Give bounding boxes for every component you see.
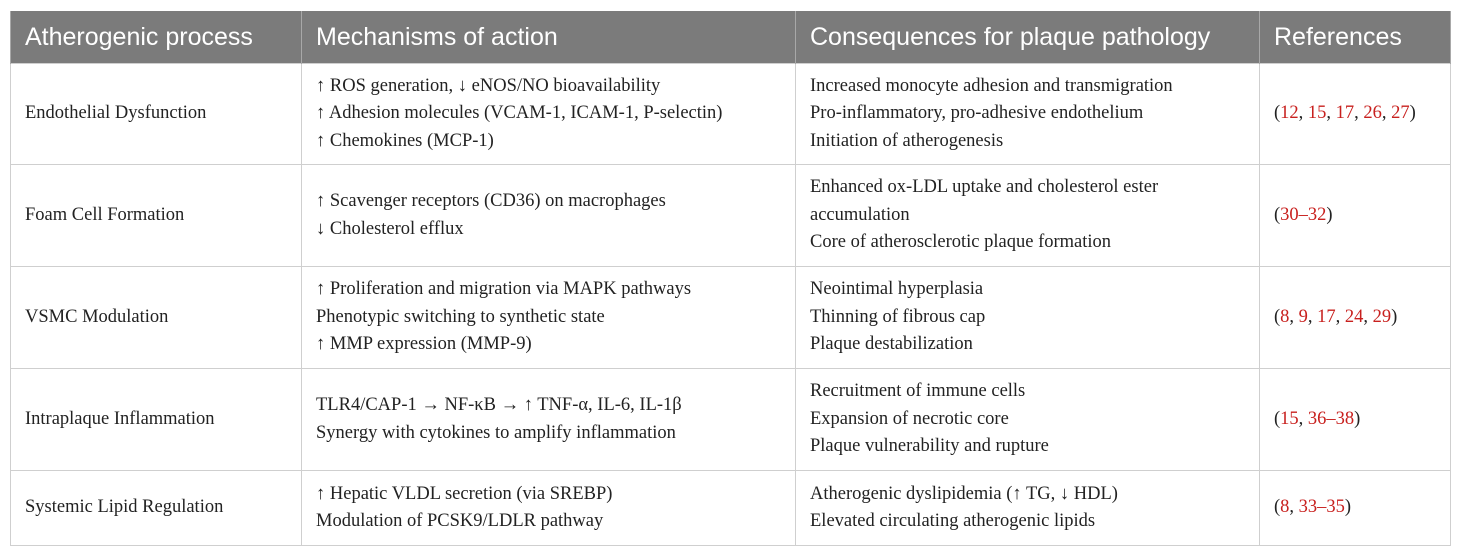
mechanisms-cell: [302, 369, 796, 471]
consequences-cell: [796, 165, 1260, 267]
reference-link[interactable]: 8: [1280, 306, 1290, 327]
consequence-line: Plaque destabilization: [810, 334, 973, 355]
table-row: [11, 64, 1451, 165]
references-cell: (15, 36–38): [1260, 369, 1451, 471]
mechanism-line: Modulation of PCSK9/LDLR pathway: [316, 511, 604, 531]
reference-link[interactable]: 29: [1372, 306, 1392, 327]
consequence-line: Pro-inflammatory, pro-adhesive endothelium: [810, 103, 1144, 124]
mechanism-line: TLR4/CAP-1 → NF-κB → ↑ TNF-α, IL-6, IL-1β: [316, 395, 682, 415]
reference-link[interactable]: 17: [1317, 306, 1336, 327]
mechanism-line: ↑ Hepatic VLDL secretion (via SREBP): [316, 483, 613, 504]
table-row: [11, 471, 1451, 546]
consequences-cell: [796, 471, 1260, 546]
process-name: Systemic Lipid Regulation: [25, 497, 224, 518]
mechanisms-cell: [302, 471, 796, 546]
consequence-line: Initiation of atherogenesis: [810, 130, 1004, 151]
header-process: Atherogenic process: [11, 11, 302, 64]
reference-link[interactable]: 17: [1335, 103, 1355, 124]
consequence-line: Expansion of necrotic core: [810, 408, 1009, 429]
consequence-line: Core of atherosclerotic plaque formation: [810, 232, 1112, 253]
consequence-line: Thinning of fibrous cap: [810, 306, 986, 327]
reference-link[interactable]: 8: [1280, 497, 1290, 518]
consequences-cell: [796, 267, 1260, 369]
table-row: [11, 267, 1451, 369]
process-cell: [11, 369, 302, 471]
references-cell: (12, 15, 17, 26, 27): [1260, 64, 1451, 165]
mechanism-line: ↑ Proliferation and migration via MAPK pathways: [316, 279, 692, 300]
reference-link[interactable]: 9: [1298, 306, 1308, 327]
header-references: References: [1260, 11, 1451, 64]
mechanisms-cell: [302, 267, 796, 369]
process-cell: [11, 267, 302, 369]
process-name: Endothelial Dysfunction: [25, 103, 207, 124]
process-name: VSMC Modulation: [25, 306, 169, 327]
reference-link[interactable]: 27: [1391, 103, 1410, 124]
consequences-cell: [796, 64, 1260, 165]
process-name: Intraplaque Inflammation: [25, 408, 215, 429]
process-cell: [11, 165, 302, 267]
consequence-line: Atherogenic dyslipidemia (↑ TG, ↓ HDL): [810, 483, 1118, 504]
consequences-cell: [796, 369, 1260, 471]
header-consequences: Consequences for plaque pathology: [796, 11, 1260, 64]
reference-link[interactable]: 15: [1307, 103, 1327, 124]
reference-link[interactable]: 30–32: [1280, 204, 1327, 225]
reference-link[interactable]: 24: [1344, 306, 1364, 327]
mechanism-line: ↑ ROS generation, ↓ eNOS/NO bioavailability: [316, 75, 661, 96]
consequence-line: Recruitment of immune cells: [810, 381, 1026, 402]
atherogenic-process-table: [10, 11, 1451, 546]
process-name: Foam Cell Formation: [25, 204, 185, 225]
header-mechanisms: Mechanisms of action: [302, 11, 796, 64]
reference-link[interactable]: 26: [1363, 103, 1382, 124]
consequence-line: Enhanced ox-LDL uptake and cholesterol ester: [810, 177, 1159, 198]
mechanism-line: ↑ MMP expression (MMP-9): [316, 334, 532, 355]
header-row: [11, 11, 1451, 64]
mechanism-line: ↑ Adhesion molecules (VCAM-1, ICAM-1, P-selectin): [316, 103, 723, 124]
references-cell: (8, 9, 17, 24, 29): [1260, 267, 1451, 369]
mechanism-line: ↑ Scavenger receptors (CD36) on macrophages: [316, 191, 666, 211]
consequence-line: Increased monocyte adhesion and transmigration: [810, 75, 1173, 96]
references-cell: (8, 33–35): [1260, 471, 1451, 546]
reference-link[interactable]: 12: [1280, 103, 1299, 124]
reference-link[interactable]: 36–38: [1307, 408, 1355, 429]
consequence-line: Neointimal hyperplasia: [810, 279, 984, 300]
table-row: [11, 369, 1451, 471]
consequence-line: Plaque vulnerability and rupture: [810, 436, 1049, 457]
process-cell: [11, 64, 302, 165]
mechanisms-cell: [302, 64, 796, 165]
reference-link[interactable]: 33–35: [1298, 497, 1345, 518]
references-cell: (30–32): [1260, 165, 1451, 267]
mechanism-line: ↑ Chemokines (MCP-1): [316, 130, 494, 151]
table-container: [10, 11, 1450, 546]
consequence-line: Elevated circulating atherogenic lipids: [810, 511, 1096, 531]
mechanisms-cell: [302, 165, 796, 267]
mechanism-line: Synergy with cytokines to amplify inflammation: [316, 422, 676, 443]
reference-link[interactable]: 15: [1280, 408, 1299, 429]
mechanism-line: Phenotypic switching to synthetic state: [316, 306, 605, 327]
table-row: [11, 165, 1451, 267]
process-cell: [11, 471, 302, 546]
consequence-line: accumulation: [810, 204, 910, 225]
mechanism-line: ↓ Cholesterol efflux: [316, 218, 464, 239]
